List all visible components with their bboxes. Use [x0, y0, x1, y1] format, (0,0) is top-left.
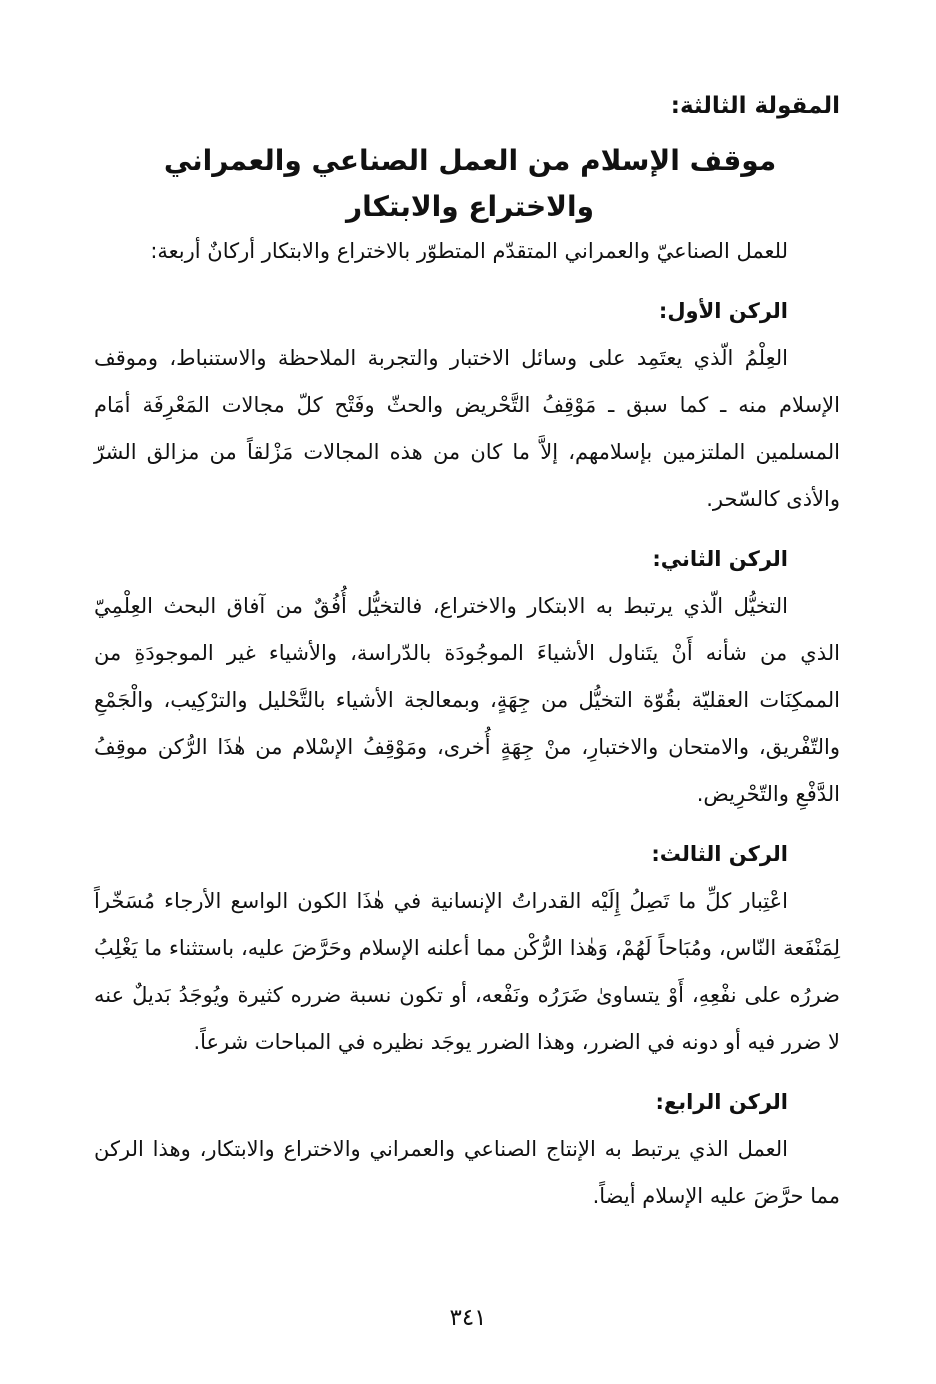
pillar-3 — [94, 832, 840, 1066]
pillar-heading: الركن الرابع: — [655, 1090, 788, 1114]
page-title — [160, 138, 780, 230]
pillar-heading: الركن الأول: — [658, 299, 788, 323]
section-label: المقولة الثالثة: — [670, 93, 840, 119]
pillar-text: اعْتِبار كلِّ ما تَصِلُ إِلَيْه القدراتُ الإنسانية في هٰذَا الكون الواسع الأرجاء مُسَخّراً لِمَنْفَعة النّاس، ومُبَاحاً لَهُمْ، وَهٰذا الرُّكْن مما أعلنه الإسلام وحَرَّضَ عليه، باستثناء ما يَغْلِبُ ضررُه على نفْعِهِ، أَوْ يتساوىٰ ضَرَرُه ونَفْعه، أو تكون نسبة ضرره كثيرة ويُوجَدُ بَديلٌ عنه لا ضرر فيه أو دونه في الضرر، وهذا الضرر يوجَد نظيره في المباحات شرعاً. — [94, 889, 840, 1054]
pillar-text: العمل الذي يرتبط به الإنتاج الصناعي والعمراني والاختراع والابتكار، وهذا الركن مما حرَّضَ عليه الإسلام أيضاً. — [94, 1137, 840, 1208]
pillar-heading: الركن الثاني: — [652, 547, 788, 571]
pillar-4 — [94, 1080, 840, 1220]
pillar-text: التخيُّل الّذي يرتبط به الابتكار والاختراع، فالتخيُّل أُفُقٌ من آفاق البحث العِلْمِيّ الذي من شأنه أَنْ يتَناول الأشياءَ الموجُودَة بالدّراسة، والأشياء غير الموجودَةِ من الممكِنَات العقليّة بقُوّة التخيُّل من جِهَةٍ، وبمعالجة الأشياء بالتَّحْليل والترْكِيب، والْجَمْعِ والتّفْريق، والامتحان والاختبارِ، منْ جِهَةٍ أُخرى، ومَوْقِفُ الإسْلام من هٰذَا الرُّكن موقِفُ الدَّفْعِ والتّحْرِيض. — [94, 594, 840, 806]
pillar-1 — [94, 289, 840, 523]
pillar-heading: الركن الثالث: — [651, 842, 788, 866]
page-number: ٣٤١ — [449, 1305, 487, 1331]
pillar-text: العِلْمُ الّذي يعتَمِد على وسائل الاختبار والتجربة الملاحظة والاستنباط، وموقف الإسلام منه ـ كما سبق ـ مَوْقِفُ التَّحْريض والحثّ وفَتْح كلّ مجالات المَعْرِفَة أمَام المسلمين الملتزمين بإسلامهم، إلاَّ ما كان من هذه المجالات مَزْلقاً من مزالق الشرّ والأذى كالسّحر. — [94, 346, 840, 511]
document-body — [94, 228, 840, 1220]
title-line-1: موقف الإسلام من العمل الصناعي والعمراني — [163, 144, 777, 177]
intro-paragraph: للعمل الصناعيّ والعمراني المتقدّم المتطوّر بالاختراع والابتكار أركانٌ أربعة: — [150, 239, 788, 263]
pillar-2 — [94, 537, 840, 818]
title-line-2: والاختراع والابتكار — [345, 190, 595, 223]
